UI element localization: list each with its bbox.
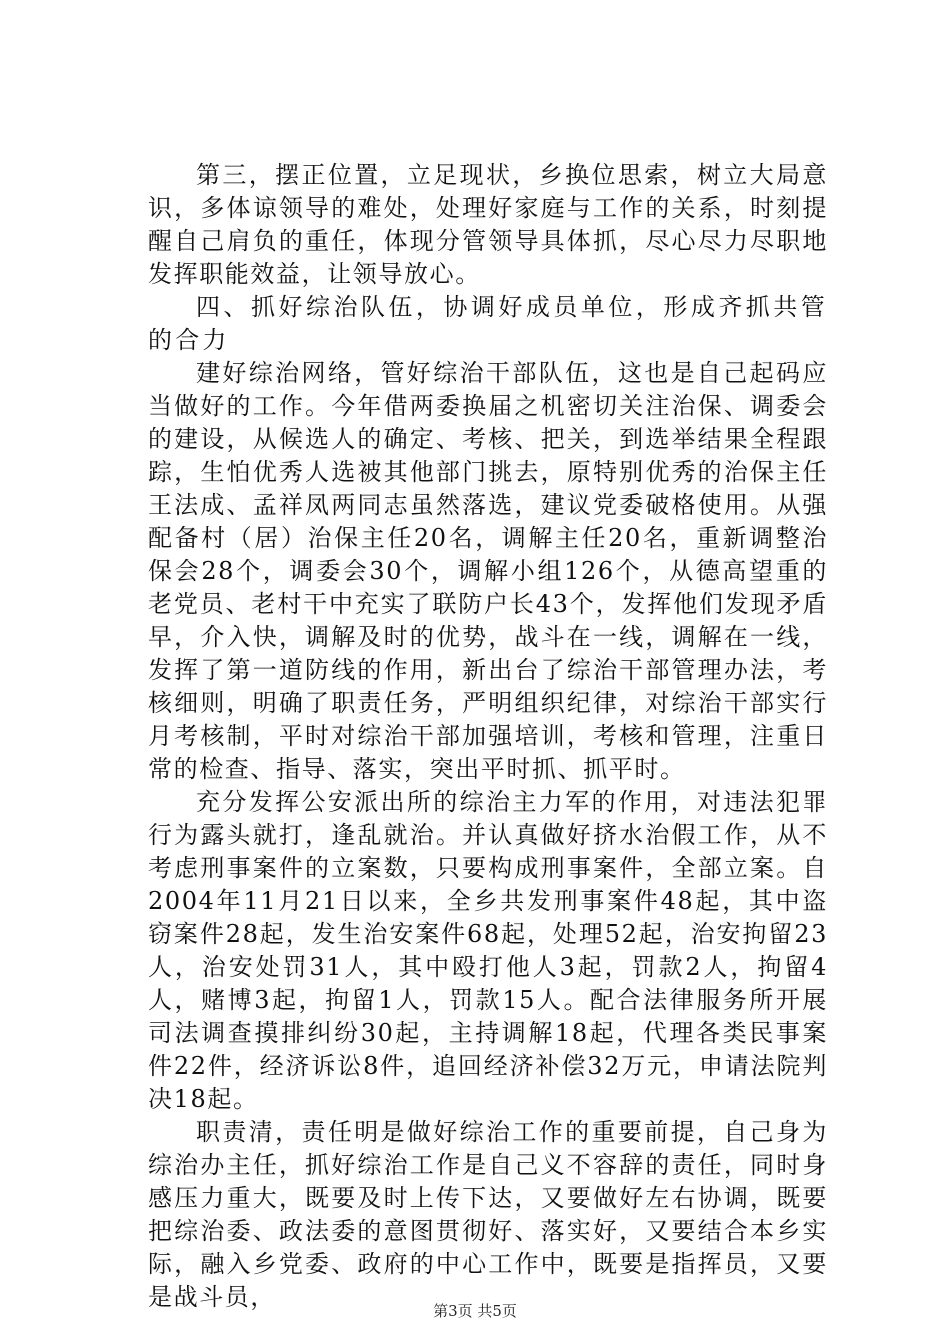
paragraph-police: 充分发挥公安派出所的综治主力军的作用，对违法犯罪行为露头就打，逢乱就治。并认真做好挤水治假工作，从不考虑刑事案件的立案数，只要构成刑事案件，全部立案。自2004年11月21日以来，全乡共发刑事案件48起，其中盗窃案件28起，发生治安案件68起，处理52起，治安拘留23人，治安处罚31人，其中殴打他人3起，罚款2人，拘留4人，赌博3起，拘留1人，罚款15人。配合法律服务所开展司法调查摸排纠纷30起，主持调解18起，代理各类民事案件22件，经济诉讼8件，追回经济补偿32万元，申请法院判决18起。 <box>148 788 828 1113</box>
page-number: 第3页 共5页 <box>433 1302 517 1320</box>
paragraph-responsibility: 职责清，责任明是做好综治工作的重要前提，自己身为综治办主任，抓好综治工作是自己义不容辞的责任，同时身感压力重大，既要及时上传下达，又要做好左右协调，既要把综治委、政法委的意图贯彻好、落实好，又要结合本乡实际，融入乡党委、政府的中心工作中，既要是指挥员，又要是战斗员， <box>148 1118 828 1311</box>
section-heading-4: 四、抓好综治队伍，协调好成员单位，形成齐抓共管的合力 <box>148 293 828 354</box>
document-body <box>148 159 828 1314</box>
paragraph-position: 第三，摆正位置，立足现状，乡换位思索，树立大局意识，多体谅领导的难处，处理好家庭与工作的关系，时刻提醒自己肩负的重任，体现分管领导具体抓，尽心尽力尽职地发挥职能效益，让领导放心。 <box>148 161 828 288</box>
paragraph-network: 建好综治网络，管好综治干部队伍，这也是自己起码应当做好的工作。今年借两委换届之机密切关注治保、调委会的建设，从候选人的确定、考核、把关，到选举结果全程跟踪，生怕优秀人选被其他部门挑去，原特别优秀的治保主任王法成、孟祥凤两同志虽然落选，建议党委破格使用。从强配备村（居）治保主任20名，调解主任20名，重新调整治保会28个，调委会30个，调解小组126个，从德高望重的老党员、老村干中充实了联防户长43个，发挥他们发现矛盾早，介入快，调解及时的优势，战斗在一线，调解在一线，发挥了第一道防线的作用，新出台了综治干部管理办法，考核细则，明确了职责任务，严明组织纪律，对综治干部实行月考核制，平时对综治干部加强培训，考核和管理，注重日常的检查、指导、落实，突出平时抓、抓平时。 <box>148 359 828 783</box>
